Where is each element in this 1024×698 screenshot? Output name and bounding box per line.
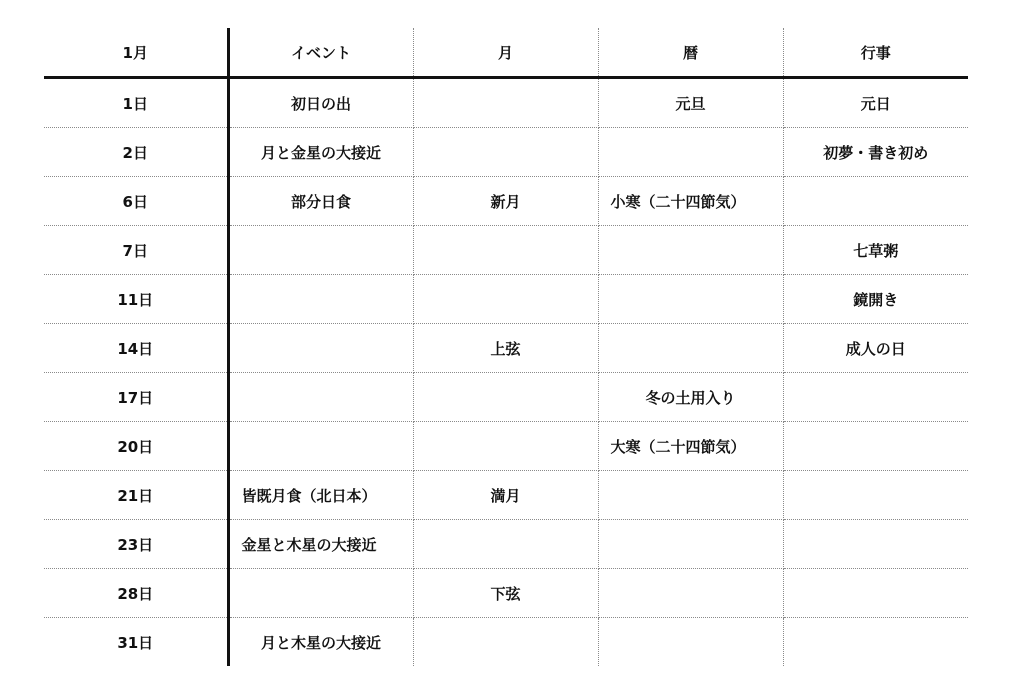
cell-koyomi [598, 471, 783, 520]
cell-event [228, 226, 413, 275]
cell-gyoji [783, 569, 968, 618]
cell-gyoji: 成人の日 [783, 324, 968, 373]
cell-date: 21日 [44, 471, 228, 520]
table-row [44, 373, 968, 422]
cell-koyomi: 元旦 [598, 78, 783, 128]
cell-moon: 上弦 [413, 324, 598, 373]
header-row [44, 28, 968, 78]
cell-event [228, 275, 413, 324]
cell-date: 14日 [44, 324, 228, 373]
cell-koyomi [598, 324, 783, 373]
header-moon: 月 [413, 28, 598, 78]
table-row [44, 569, 968, 618]
header-koyomi: 暦 [598, 28, 783, 78]
cell-koyomi [598, 226, 783, 275]
cell-gyoji [783, 520, 968, 569]
cell-date: 31日 [44, 618, 228, 667]
cell-moon [413, 128, 598, 177]
cell-koyomi: 大寒（二十四節気） [598, 422, 783, 471]
cell-date: 7日 [44, 226, 228, 275]
cell-moon [413, 275, 598, 324]
cell-gyoji [783, 471, 968, 520]
header-gyoji: 行事 [783, 28, 968, 78]
cell-gyoji: 初夢・書き初め [783, 128, 968, 177]
cell-moon [413, 422, 598, 471]
cell-moon [413, 78, 598, 128]
cell-event: 初日の出 [228, 78, 413, 128]
cell-gyoji [783, 618, 968, 667]
cell-koyomi [598, 520, 783, 569]
table-row [44, 422, 968, 471]
cell-moon [413, 226, 598, 275]
cell-event [228, 324, 413, 373]
table-row [44, 520, 968, 569]
cell-moon [413, 520, 598, 569]
cell-event: 月と木星の大接近 [228, 618, 413, 667]
table-row [44, 78, 968, 128]
header-event: イベント [228, 28, 413, 78]
cell-koyomi [598, 618, 783, 667]
cell-event [228, 373, 413, 422]
cell-event [228, 422, 413, 471]
cell-event: 部分日食 [228, 177, 413, 226]
cell-koyomi [598, 128, 783, 177]
cell-date: 11日 [44, 275, 228, 324]
cell-koyomi [598, 569, 783, 618]
cell-event: 皆既月食（北日本） [228, 471, 413, 520]
cell-koyomi: 小寒（二十四節気） [598, 177, 783, 226]
cell-date: 2日 [44, 128, 228, 177]
cell-date: 28日 [44, 569, 228, 618]
cell-event: 月と金星の大接近 [228, 128, 413, 177]
cell-moon [413, 373, 598, 422]
table-row [44, 471, 968, 520]
table-row [44, 177, 968, 226]
cell-moon [413, 618, 598, 667]
cell-date: 20日 [44, 422, 228, 471]
cell-date: 6日 [44, 177, 228, 226]
calendar-table [44, 28, 968, 666]
table-row [44, 275, 968, 324]
cell-gyoji: 鏡開き [783, 275, 968, 324]
header-month: 1月 [44, 28, 228, 78]
cell-gyoji [783, 177, 968, 226]
cell-moon: 満月 [413, 471, 598, 520]
cell-moon: 下弦 [413, 569, 598, 618]
table-row [44, 324, 968, 373]
cell-koyomi: 冬の土用入り [598, 373, 783, 422]
table-row [44, 618, 968, 667]
cell-moon: 新月 [413, 177, 598, 226]
cell-gyoji [783, 373, 968, 422]
cell-gyoji: 元日 [783, 78, 968, 128]
table-body [44, 78, 968, 667]
cell-koyomi [598, 275, 783, 324]
cell-gyoji: 七草粥 [783, 226, 968, 275]
cell-date: 1日 [44, 78, 228, 128]
table-row [44, 128, 968, 177]
cell-event [228, 569, 413, 618]
cell-date: 23日 [44, 520, 228, 569]
table-row [44, 226, 968, 275]
table-header [44, 28, 968, 78]
cell-date: 17日 [44, 373, 228, 422]
cell-gyoji [783, 422, 968, 471]
cell-event: 金星と木星の大接近 [228, 520, 413, 569]
